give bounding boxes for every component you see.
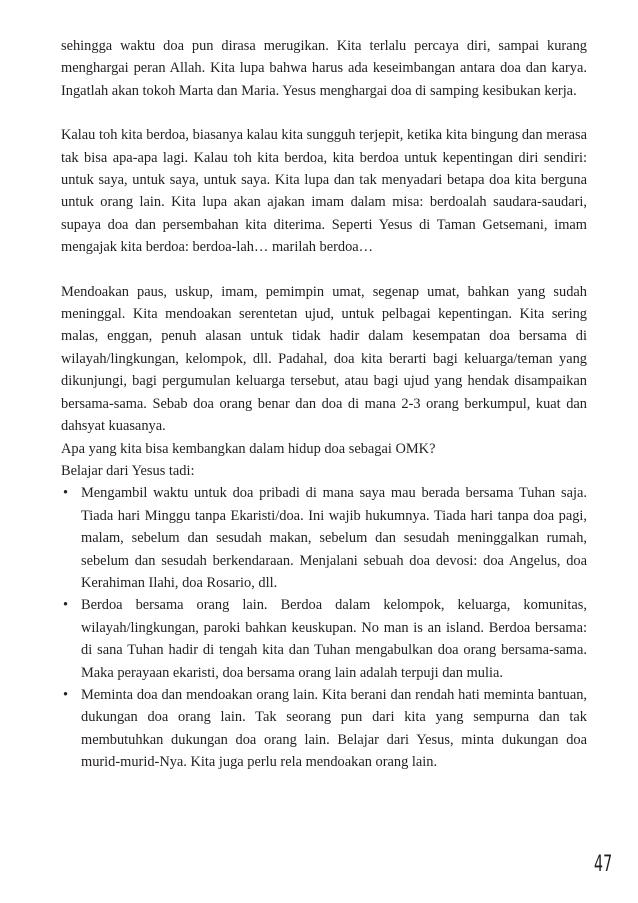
bullet-list (61, 482, 587, 773)
paragraph-1: sehingga waktu doa pun dirasa merugikan. Kita terlalu percaya diri, sampai kurang menghargai peran Allah. Kita lupa bahwa harus ada keseimbangan antara doa dan karya. Ingatlah akan tokoh Marta dan Maria. Yesus menghargai doa di samping kesibukan kerja. (61, 38, 587, 99)
page-content (61, 35, 587, 774)
bullet-item (61, 482, 587, 594)
bullet-icon: • (63, 485, 69, 502)
bullet-item (61, 684, 587, 774)
paragraph-2: Kalau toh kita berdoa, biasanya kalau kita sungguh terjepit, ketika kita bingung dan merasa tak bisa apa-apa lagi. Kalau toh kita berdoa, kita berdoa untuk kepentingan diri sendiri: untuk saya, untuk saya, untuk saya. Kita lupa dan tak menyadari betapa doa kita berguna untuk orang lain. Kita lupa akan ajakan imam dalam misa: berdoalah saudara-saudari, supaya doa dan persembahan kita diterima. Seperti Yesus di Taman Getsemani, imam mengajak kita berdoa: berdoa-lah… marilah berdoa… (61, 127, 587, 256)
bullet-text: Meminta doa dan mendoakan orang lain. Kita berani dan rendah hati meminta bantuan, dukungan doa orang lain. Tak seorang pun dari kita yang sempurna dan tak membutuhkan dukungan doa orang lain. Belajar dari Yesus, minta dukungan doa murid-murid-Nya. Kita juga perlu rela mendoakan orang lain. (81, 686, 587, 771)
paragraph-3: Mendoakan paus, uskup, imam, pemimpin umat, segenap umat, bahkan yang sudah meninggal. Kita mendoakan serentetan ujud, untuk pelbagai kepentingan. Kita sering malas, enggan, penuh alasan untuk tidak hadir dalam kesempatan doa bersama di wilayah/lingkungan, kelompok, dll. Padahal, doa kita berarti bagi keluarga/teman yang dikunjungi, bagi pergumulan keluarga tersebut, atau bagi ujud yang hendak disampaikan bersama-sama. Sebab doa orang benar dan doa di mana 2-3 orang berkumpul, kuat dan dahsyat kuasanya. (61, 283, 587, 435)
intro-line: Belajar dari Yesus tadi: (61, 462, 195, 479)
bullet-item (61, 594, 587, 684)
bullet-text: Berdoa bersama orang lain. Berdoa dalam kelompok, keluarga, komunitas, wilayah/lingkungan, paroki bahkan keuskupan. No man is an island. Berdoa bersama: di sana Tuhan hadir di tengah kita dan Tuhan mengabulkan doa orang bersama-sama. Maka perayaan ekaristi, doa bersama orang lain adalah terpuji dan mulia. (81, 597, 587, 681)
page-number: 47 (593, 852, 612, 877)
bullet-text: Mengambil waktu untuk doa pribadi di mana saya mau berada bersama Tuhan saja. Tiada hari Minggu tanpa Ekaristi/doa. Ini wajib hukumnya. Tiada hari tanpa doa pagi, malam, sebelum dan sesudah makan, sebelum dan sesudah meninggalkan rumah, sebelum dan sesudah berkendaraan. Menjalani sebuah doa devosi: doa Angelus, doa Kerahiman Ilahi, doa Rosario, dll. (81, 485, 587, 591)
question-line: Apa yang kita bisa kembangkan dalam hidup doa sebagai OMK? (61, 440, 436, 457)
bullet-icon: • (63, 686, 69, 703)
bullet-icon: • (63, 597, 69, 614)
